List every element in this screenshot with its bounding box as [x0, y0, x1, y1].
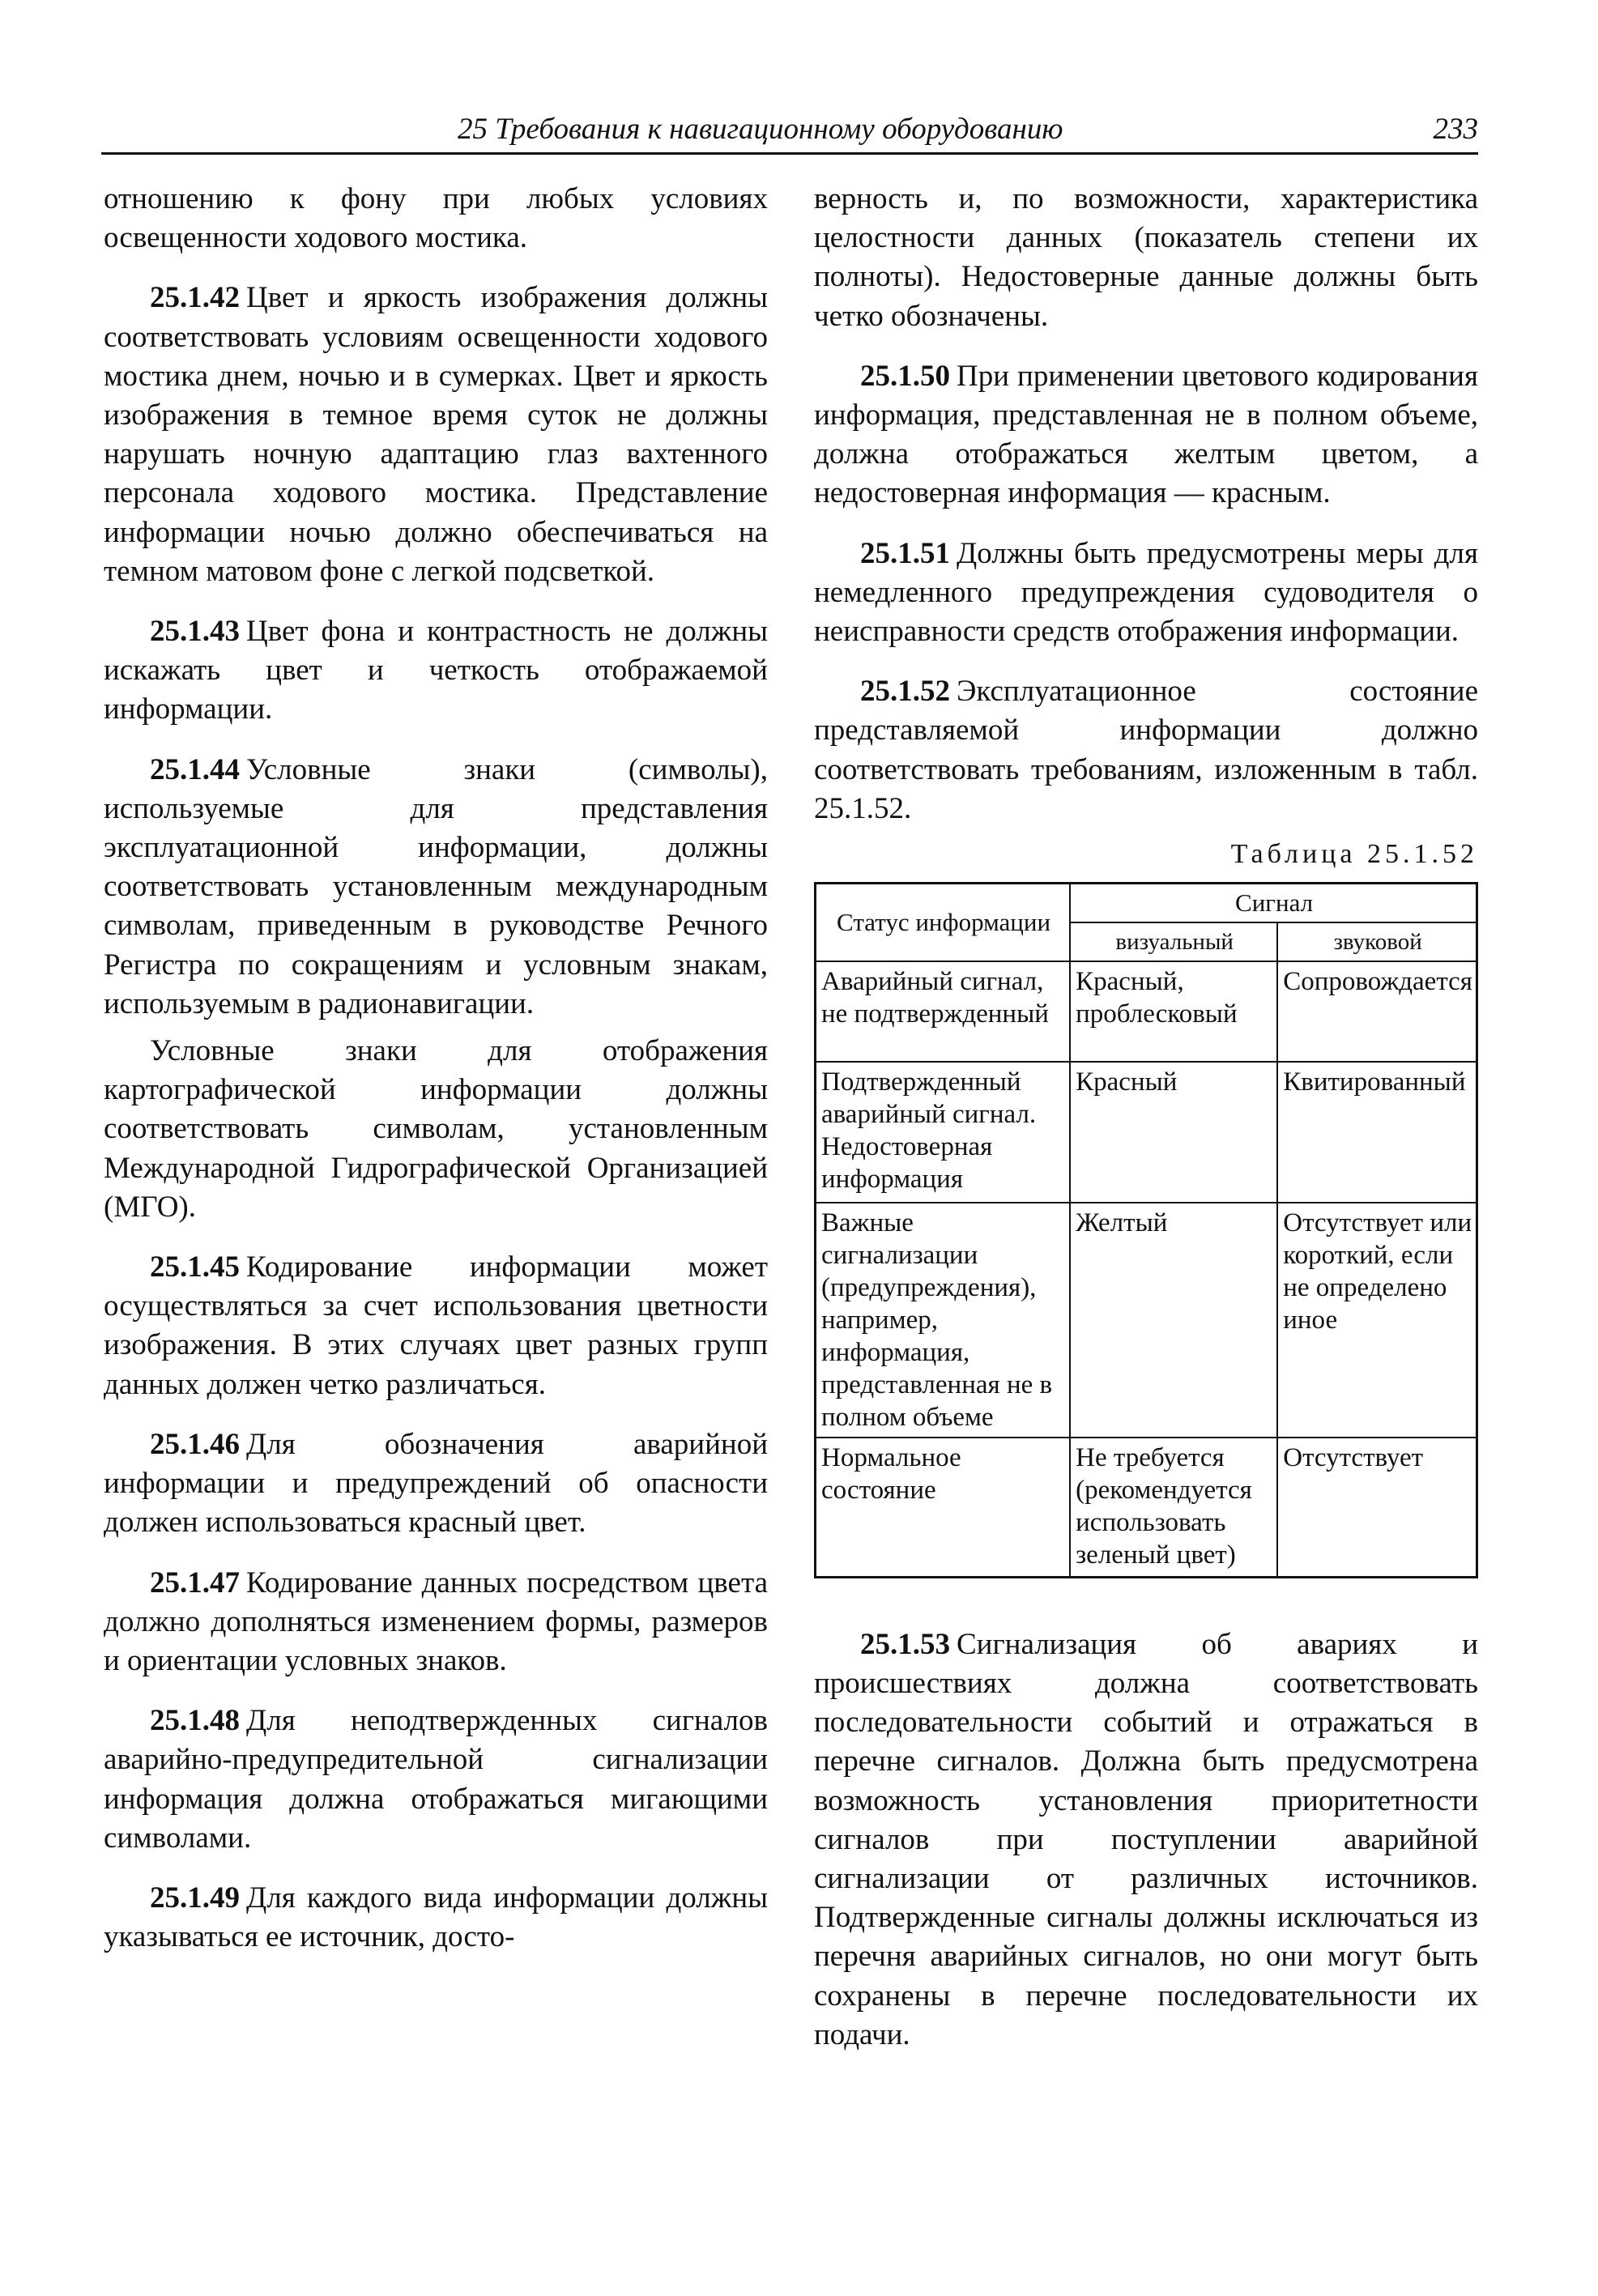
paragraph-25-1-53: 25.1.53 Сигнализация об авариях и происшествиях должна соответствовать последовательности событий и отражаться в перечне сигналов. Должна быть предусмотрена возможность установления приоритетности сигналов при поступлении аварийной сигнализации от различных источников. Подтвержденные сигналы должны исключаться из перечня аварийных сигналов, но они могут быть сохранены в перечне последовательности их подачи.: [814, 1627, 1478, 2051]
clause-number: 25.1.45: [150, 1250, 240, 1284]
page-header: [101, 112, 1478, 155]
paragraph-25-1-48: 25.1.48 Для неподтвержденных сигналов аварийно-предупредительной сигнализации информация должна отображаться мигающими символами.: [104, 1704, 768, 1855]
clause-number: 25.1.47: [150, 1565, 240, 1600]
cell-status: Нормальное состояние: [816, 1438, 1071, 1577]
cell-sound: Отсутствует: [1277, 1438, 1477, 1577]
cell-sound: Квитированный: [1277, 1062, 1477, 1203]
table-row: [816, 1062, 1477, 1203]
clause-number: 25.1.52: [860, 675, 950, 709]
header-visual: визуальный: [1070, 922, 1277, 961]
header-sound: звуковой: [1277, 922, 1477, 961]
cell-status: Аварийный сигнал, не подтвержденный: [816, 961, 1071, 1062]
paragraph-25-1-43: 25.1.43 Цвет фона и контрастность не должны искажать цвет и четкость отображаемой информации.: [104, 615, 768, 726]
cell-visual: Красный, проблесковый: [1070, 961, 1277, 1062]
running-title: 25 Требования к навигационному оборудованию: [458, 113, 1063, 146]
signal-status-table: [814, 882, 1478, 1578]
paragraph-25-1-46: 25.1.46 Для обозначения аварийной информации и предупреждений об опасности должен использоваться красный цвет.: [104, 1427, 768, 1540]
right-column: [814, 180, 1478, 2076]
paragraph-25-1-42: 25.1.42 Цвет и яркость изображения должны соответствовать условиям освещенности ходового мостика днем, ночью и в сумерках. Цвет и яркость изображения в темное время суток не должны нарушать ночную адаптацию глаз вахтенного персонала ходового мостика. Представление информации ночью должно обеспечиваться на темном матовом фоне с легкой подсветкой.: [104, 281, 768, 588]
paragraph: верность и, по возможности, характеристика целостности данных (показатель степени их полноты). Недостоверные данные должны быть четко обозначены.: [814, 182, 1478, 333]
paragraph-25-1-44: 25.1.44 Условные знаки (символы), используемые для представления эксплуатационной информации, должны соответствовать установленным международным символам, приведенным в руководстве Речного Регистра по сокращениям и условным знакам, используемым в радионавигации.: [104, 752, 768, 1020]
left-column: [104, 180, 768, 1978]
cell-visual: Не требуется (рекомендуется использовать зеленый цвет): [1070, 1438, 1277, 1577]
page-number: 233: [1433, 113, 1478, 146]
clause-number: 25.1.53: [860, 1627, 950, 1661]
table-row: [816, 1203, 1477, 1438]
paragraph: отношению к фону при любых условиях освещенности ходового мостика.: [104, 182, 768, 255]
clause-number: 25.1.43: [150, 615, 240, 649]
paragraph-25-1-47: 25.1.47 Кодирование данных посредством цвета должно дополняться изменением формы, размеров и ориентации условных знаков.: [104, 1565, 768, 1677]
cell-visual: Желтый: [1070, 1203, 1277, 1438]
cell-status: Важные сигнализации (предупреждения), например, информация, представленная не в полном объеме: [816, 1203, 1071, 1438]
spacer: [814, 1578, 1478, 1625]
cell-sound: Сопровождается: [1277, 961, 1477, 1062]
header-signal: Сигнал: [1070, 884, 1477, 923]
clause-number: 25.1.51: [860, 536, 950, 570]
table-row: [816, 1438, 1477, 1577]
paragraph-25-1-49: 25.1.49 Для каждого вида информации должны указываться ее источник, досто-: [104, 1881, 768, 1954]
clause-number: 25.1.46: [150, 1427, 240, 1461]
cell-status: Подтвержденный аварийный сигнал. Недостоверная информация: [816, 1062, 1071, 1203]
clause-number: 25.1.50: [860, 359, 950, 393]
cell-sound: Отсутствует или короткий, если не определено иное: [1277, 1203, 1477, 1438]
table-row: [816, 961, 1477, 1062]
clause-number: 25.1.44: [150, 752, 240, 786]
clause-number: 25.1.49: [150, 1881, 240, 1915]
header-status: Статус информации: [816, 884, 1071, 962]
paragraph-25-1-51: 25.1.51 Должны быть предусмотрены меры для немедленного предупреждения судоводителя о неисправности средств отображения информации.: [814, 536, 1478, 649]
paragraph-25-1-45: 25.1.45 Кодирование информации может осуществляться за счет использования цветности изображения. В этих случаях цвет разных групп данных должен четко различаться.: [104, 1250, 768, 1401]
clause-number: 25.1.48: [150, 1704, 240, 1738]
paragraph: Условные знаки для отображения картографической информации должны соответствовать символам, установленным Международной Гидрографической Организацией (МГО).: [104, 1034, 768, 1224]
clause-number: 25.1.42: [150, 281, 240, 315]
paragraph-25-1-50: 25.1.50 При применении цветового кодирования информация, представленная не в полном объеме, должна отображаться желтым цветом, а недостоверная информация — красным.: [814, 359, 1478, 510]
paragraph-25-1-52: 25.1.52 Эксплуатационное состояние представляемой информации должно соответствовать требованиям, изложенным в табл. 25.1.52.: [814, 675, 1478, 825]
table-caption: Таблица 25.1.52: [1230, 839, 1478, 870]
cell-visual: Красный: [1070, 1062, 1277, 1203]
